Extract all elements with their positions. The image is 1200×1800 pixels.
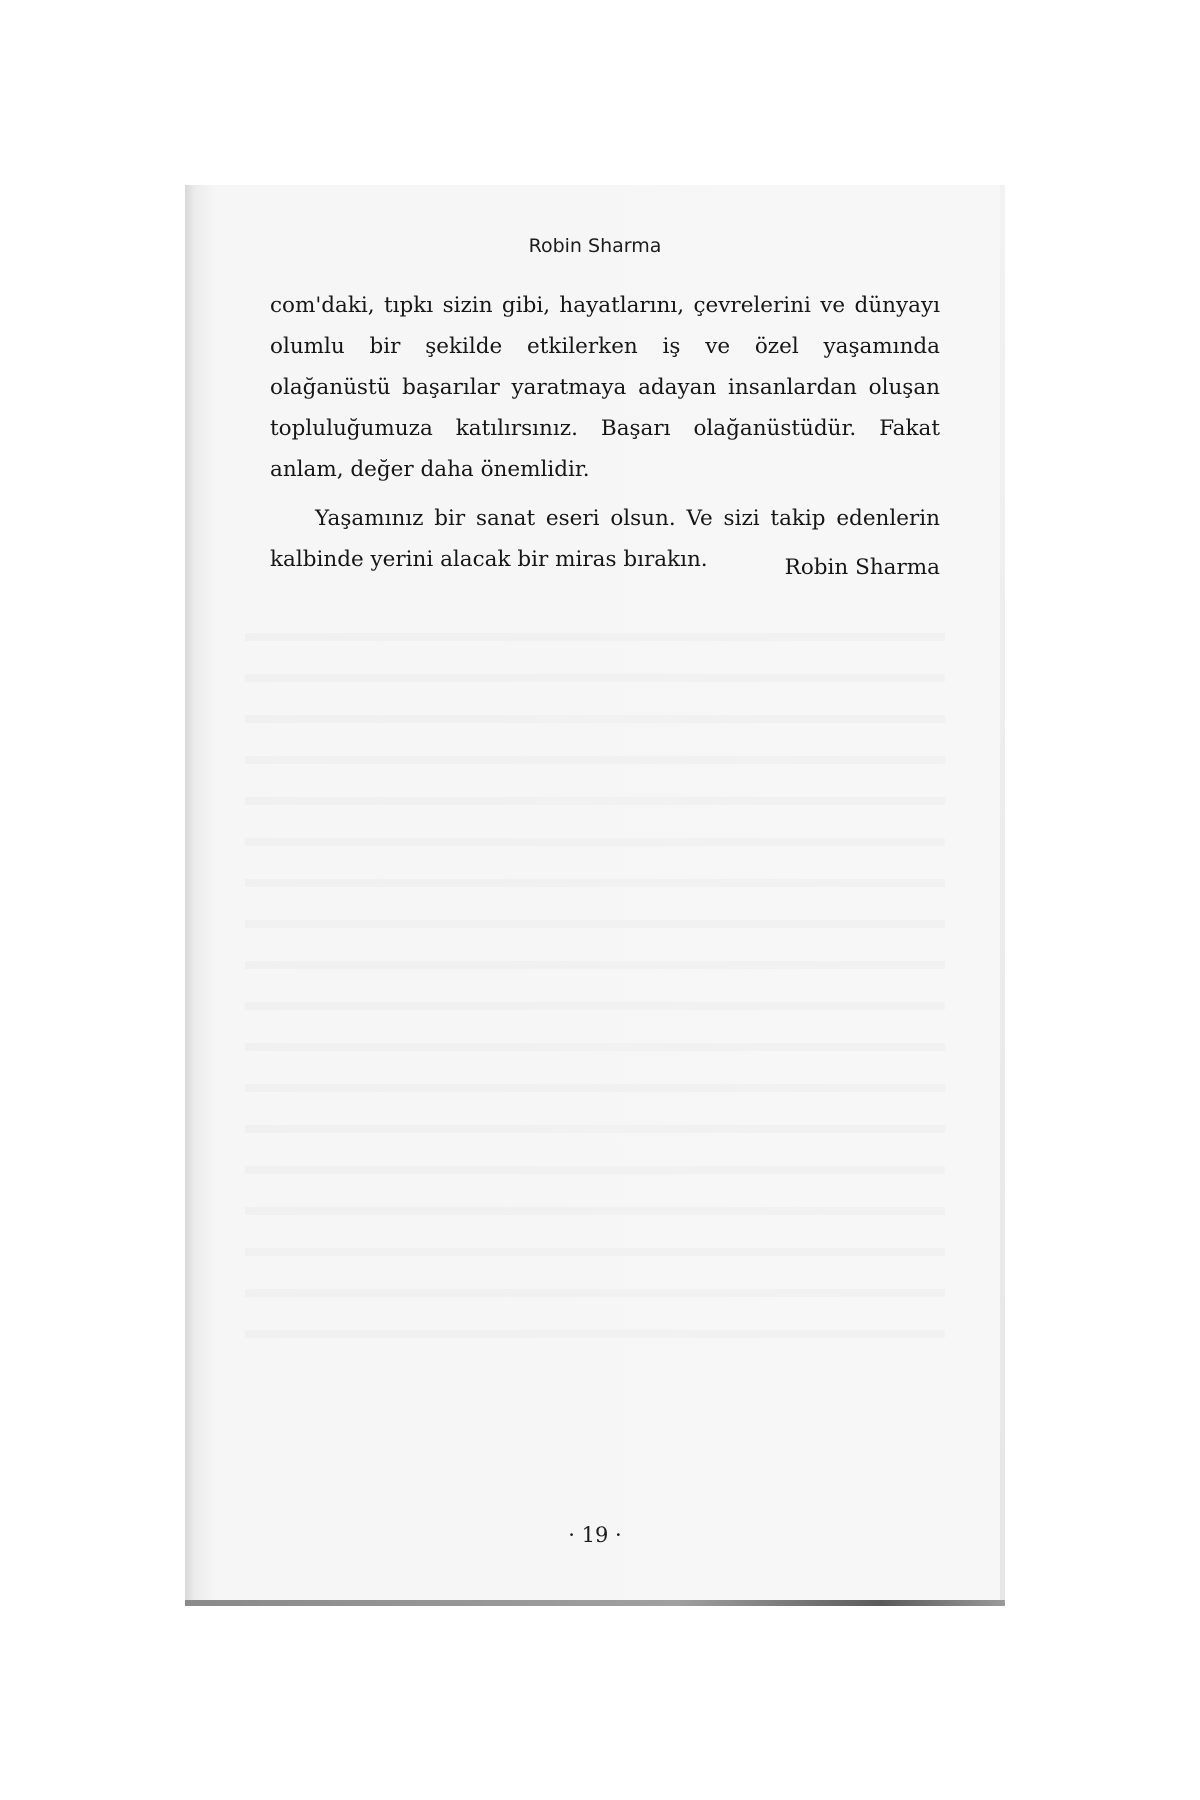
body-text xyxy=(270,285,940,580)
page-bottom-edge xyxy=(185,1600,1005,1606)
book-page xyxy=(185,185,1005,1605)
page-right-edge xyxy=(1000,185,1005,1600)
author-signature: Robin Sharma xyxy=(784,555,940,580)
running-head: Robin Sharma xyxy=(528,235,662,257)
show-through-text xyxy=(245,605,945,1365)
paragraph-1: com'daki, tıpkı sizin gibi, hayatlarını, çevrelerini ve dünyayı olumlu bir şekilde etkilerken iş ve özel yaşamında olağanüstü başarılar yaratmaya adayan insanlardan oluşan topluluğumuza katılırsınız. Başarı olağanüstüdür. Fakat anlam, değer daha önemlidir. xyxy=(270,293,940,482)
page-number: · 19 · xyxy=(568,1523,622,1547)
paragraph-2: Yaşamınız bir sanat eseri olsun. Ve sizi takip edenlerin kalbinde yerini alacak bir miras bırakın. xyxy=(270,506,940,572)
